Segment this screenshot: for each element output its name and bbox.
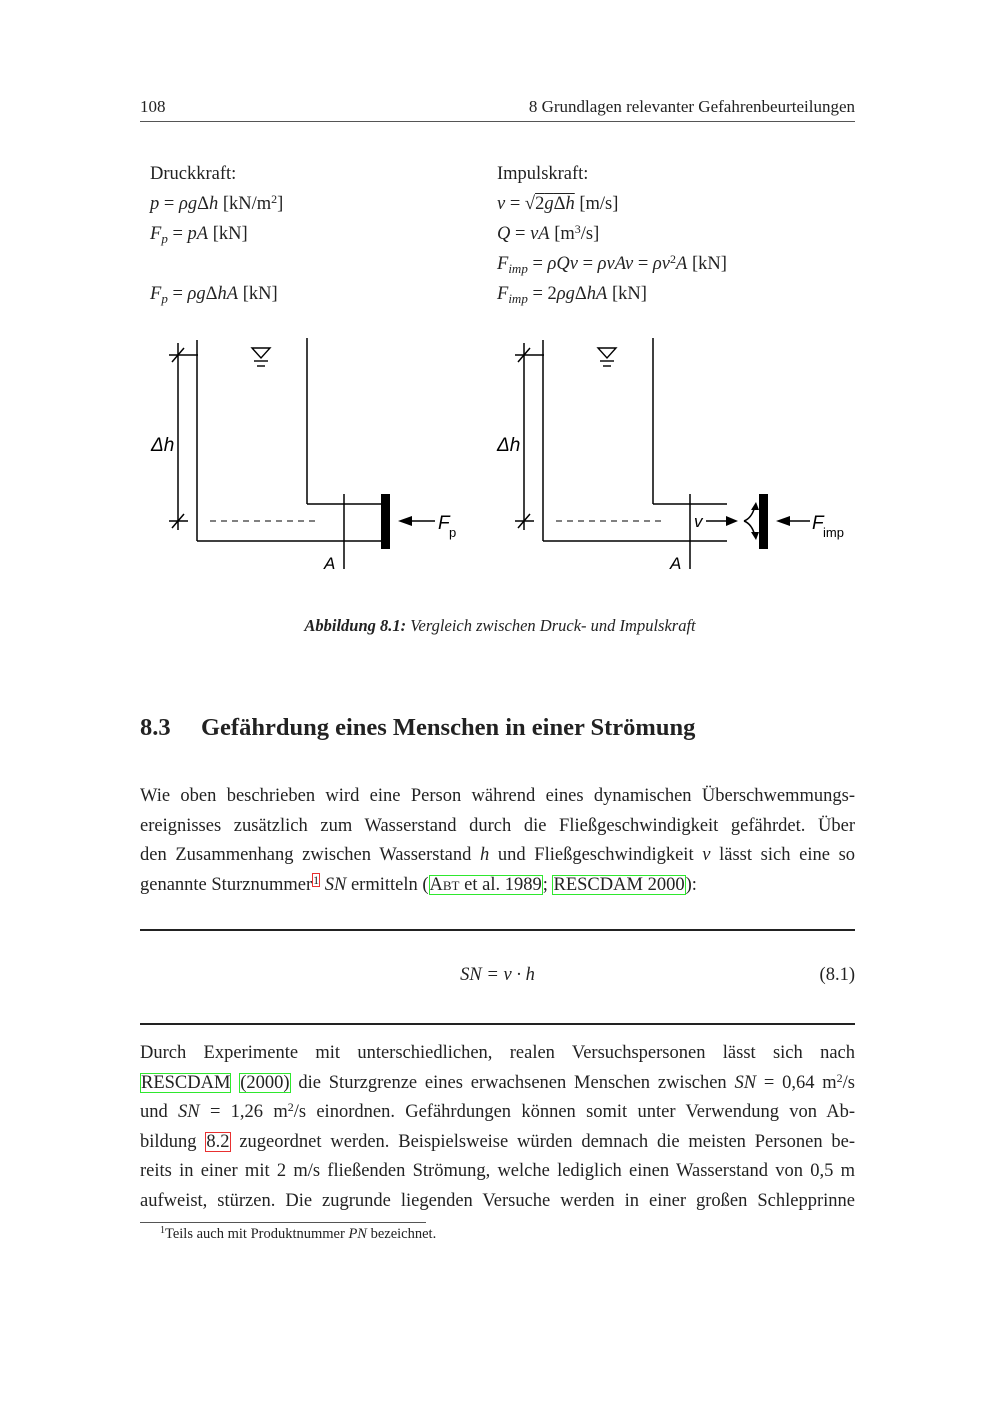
formula-velocity: v = √2gΔh [m/s]: [497, 194, 619, 214]
p2-line-4: bildung 8.2 zugeordnet werden. Beispielsweise würden demnach die meisten Personen be-: [140, 1131, 856, 1152]
p2-line-2: RESCDAM (2000) die Sturzgrenze eines erwachsenen Menschen zwischen SN = 0,64 $m^2/s$: [141, 1070, 856, 1093]
force-arrow-head: [398, 516, 412, 526]
water-level-symbol: [252, 348, 270, 366]
dh-label-left: Δh: [151, 435, 175, 456]
equation-8-1: [140, 965, 855, 989]
section-heading: [140, 714, 695, 742]
formula-fp: $F_p$ = pA [kN]: [150, 224, 248, 246]
p2-line-3: und SN = 1,26 $m^2/s$ einordnen. Gefährdungen können somit unter Verwendung von Ab-: [140, 1100, 856, 1122]
paragraph-2: [140, 1039, 855, 1216]
p1-line-3: den Zusammenhang zwischen Wasserstand h und Fließgeschwindigkeit v lässt sich eine so: [140, 845, 856, 865]
unit-kn: [kN]: [212, 224, 248, 244]
section-title: Gefährdung eines Menschen in einer Strömung: [201, 714, 696, 741]
unit-kn: [kN]: [691, 254, 727, 274]
dh-label-right: Δh: [497, 435, 521, 456]
water-level-symbol: [598, 348, 616, 366]
p2-line-1: Durch Experimente mit unterschiedlichen, realen Versuchspersonen lässt sich nach: [140, 1043, 855, 1063]
paragraph-1: [140, 782, 855, 900]
formula-fimp-result: $F_{imp} = 2\rho g\Delta hA$ [kN]: [497, 284, 647, 306]
figure-caption: [0, 616, 1000, 636]
formula-fp-result: $F_p = \rho g\Delta hA$ [kN]: [150, 284, 278, 306]
unit-flow-tail: /s]: [580, 224, 600, 244]
formula-fimp: $F_{imp} = \rho Qv = \rho vAv = \rho v^2A$ [kN]: [497, 252, 727, 276]
p2-line-5: reits in einer mit 2 m/s fließenden Strömung, welche lediglich einen Wasserstand von 0,5 m: [140, 1161, 855, 1181]
footnote: $^1$Teils auch mit Produktnummer PN bezeichnet.: [160, 1225, 437, 1242]
citation-rescdam-2000[interactable]: RESCDAM 2000: [553, 874, 685, 895]
p1-line-1: Wie oben beschrieben wird eine Person während eines dynamischen Überschwemmungs-: [140, 786, 855, 806]
figure-pressure-impulse: [0, 0, 1000, 600]
equation-rule-top: [140, 929, 855, 931]
velocity-label: v: [694, 512, 703, 531]
citation-abt-1989[interactable]: Abt et al. 1989: [429, 874, 542, 895]
force-sub-right: imp: [823, 525, 844, 540]
caption-text: Vergleich zwischen Druck- und Impulskraft: [410, 616, 696, 635]
page-number: 108: [140, 97, 166, 116]
unit-flow: [m: [554, 224, 575, 244]
force-label-right: F: [812, 513, 824, 534]
deflection-arrow-up: [751, 502, 759, 510]
running-header: 8 Grundlagen relevanter Gefahrenbeurteilungen: [528, 97, 855, 116]
formula-pressure: p = ρgΔh $[kN/m^2]$: [150, 192, 284, 214]
footnote-link[interactable]: 1: [313, 872, 320, 887]
formula-flow: Q = vA $[m^3/s]$: [497, 222, 600, 244]
velocity-arrow-head: [726, 516, 738, 526]
caption-label: Abbildung 8.1:: [304, 616, 407, 635]
equation-body: SN = v · h: [460, 965, 535, 985]
unit-velocity: [m/s]: [579, 194, 619, 214]
impulskraft-title: Impulskraft:: [497, 164, 589, 184]
impact-plate: [759, 494, 768, 549]
unit-pressure: [kN/m: [222, 194, 272, 214]
equation-rule-bottom: [140, 1023, 855, 1025]
citation-year-2000[interactable]: (2000): [240, 1072, 290, 1093]
force-arrow-head-right: [776, 516, 790, 526]
section-number: 8.3: [140, 714, 171, 741]
figure-ref-8-2[interactable]: 8.2: [206, 1131, 230, 1152]
area-label-left: A: [324, 554, 336, 573]
p2-line-6: aufweist, stürzen. Die zugrunde liegenden Versuche werden in einer großen Schlepprinne: [140, 1190, 855, 1211]
unit-kn: [kN]: [242, 284, 278, 304]
area-label-right: A: [670, 554, 682, 573]
deflection-arrow-down: [751, 532, 759, 540]
druckkraft-title: Druckkraft:: [150, 164, 237, 184]
force-label-left: F: [438, 513, 450, 534]
equation-number: (8.1): [819, 965, 855, 985]
citation-rescdam[interactable]: RESCDAM: [141, 1072, 231, 1093]
p1-line-4: genannte Sturznummer$^1$ SN ermitteln (Abt et al. 1989; RESCDAM 2000):: [140, 872, 697, 895]
footnote-rule: [140, 1222, 426, 1223]
figure-left-tank: [169, 338, 435, 569]
p1-line-2: ereignisses zusätzlich zum Wasserstand durch die Fließgeschwindigkeit gefährdet. Über: [140, 815, 855, 836]
force-sub-left: p: [449, 525, 457, 540]
unit-kn: [kN]: [611, 284, 647, 304]
